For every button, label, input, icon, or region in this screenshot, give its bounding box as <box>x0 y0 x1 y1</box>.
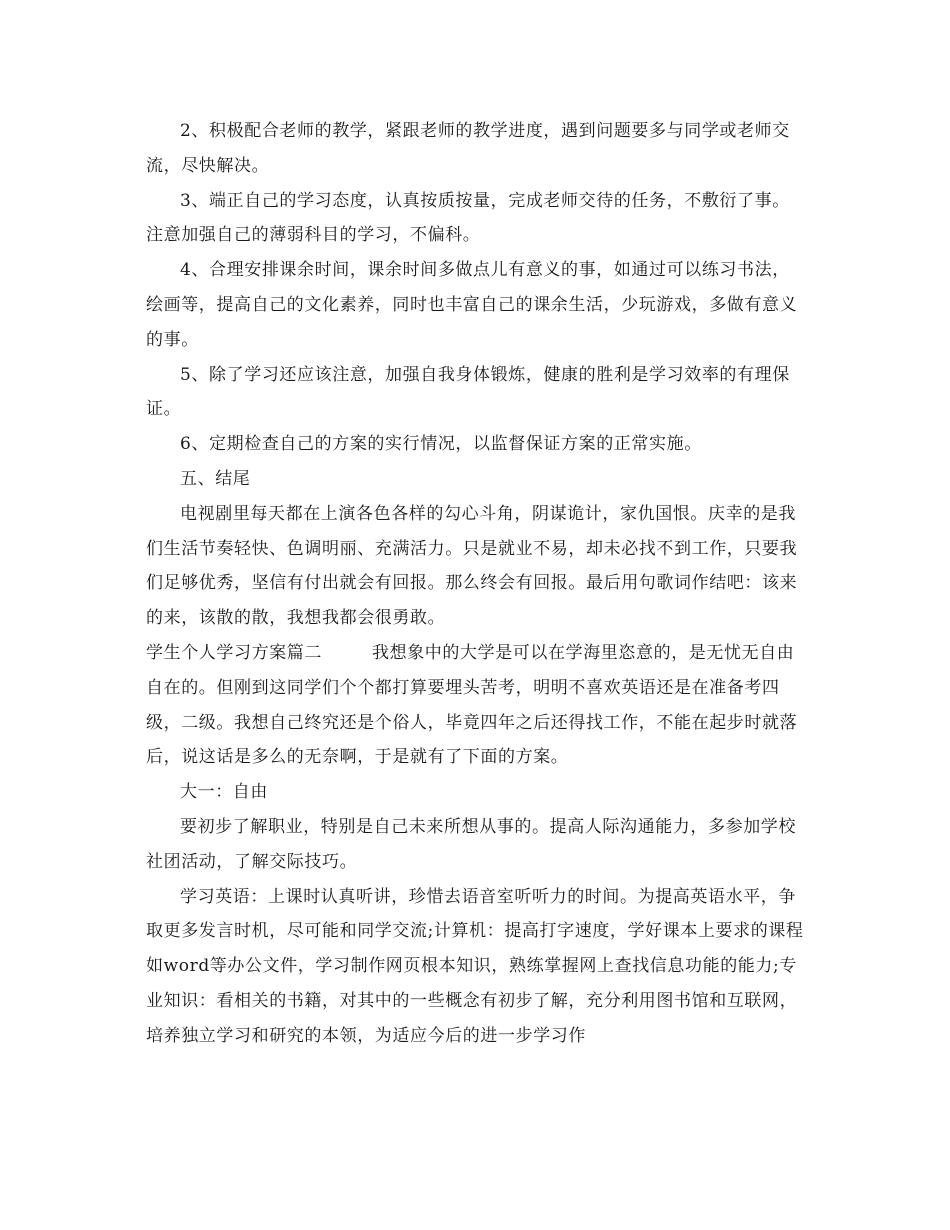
section-heading-conclusion: 五、结尾 <box>180 468 251 489</box>
section-intro-text: 我想象中的大学是可以在学海里恣意的，是无忧无自由自在的。但刚到这同学们个个都打算要埋头苦考，明明不喜欢英语还是在准备考四级，二级。我想自己终究还是个俗人，毕竟四年之后还得找工作，不能在起步时就落后，说这话是多么的无奈啊，于是就有了下面的方案。 <box>146 642 798 768</box>
paragraph-study-english: 学习英语：上课时认真听讲，珍惜去语音室听听力的时间。为提高英语水平，争取更多发言时机，尽可能和同学交流;计算机：提高打字速度，学好课本上要求的课程如word等办公文件，学习制作网页根本知识，熟练掌握网上查找信息功能的能力;专业知识：看相关的书籍，对其中的一些概念有初步了解，充分利用图书馆和互联网，培养独立学习和研究的本领，为适应今后的进一步学习作 <box>146 886 804 1046</box>
paragraph-item-3: 3、端正自己的学习态度，认真按质按量，完成老师交待的任务，不敷衍了事。注意加强自己的薄弱科目的学习，不偏科。 <box>146 190 790 246</box>
document-body <box>146 114 806 1054</box>
paragraph-item-5: 5、除了学习还应该注意，加强自我身体锻炼，健康的胜利是学习效率的有理保证。 <box>146 364 790 420</box>
paragraph-item-2: 2、积极配合老师的教学，紧跟老师的教学进度，遇到问题要多与同学或老师交流，尽快解决。 <box>146 121 790 176</box>
paragraph-item-4: 4、合理安排课余时间，课余时间多做点儿有意义的事，如通过可以练习书法，绘画等，提高自己的文化素养，同时也丰富自己的课余生活，少玩游戏，多做有意义的事。 <box>146 260 798 350</box>
paragraph-item-6: 6、定期检查自己的方案的实行情况，以监督保证方案的正常实施。 <box>180 434 702 455</box>
subheading-freshman: 大一：自由 <box>180 782 268 803</box>
section-two-paragraph <box>146 636 806 775</box>
section-heading-plan-two: 学生个人学习方案篇二 <box>146 642 322 663</box>
paragraph-conclusion: 电视剧里每天都在上演各色各样的勾心斗角，阴谋诡计，家仇国恨。庆幸的是我们生活节奏轻快、色调明丽、充满活力。只是就业不易，却未必找不到工作，只要我们足够优秀，坚信有付出就会有回报。那么终会有回报。最后用句歌词作结吧：该来的来，该散的散，我想我都会很勇敢。 <box>146 503 798 629</box>
paragraph-career: 要初步了解职业，特别是自己未来所想从事的。提高人际沟通能力，多参加学校社团活动，了解交际技巧。 <box>146 816 796 872</box>
